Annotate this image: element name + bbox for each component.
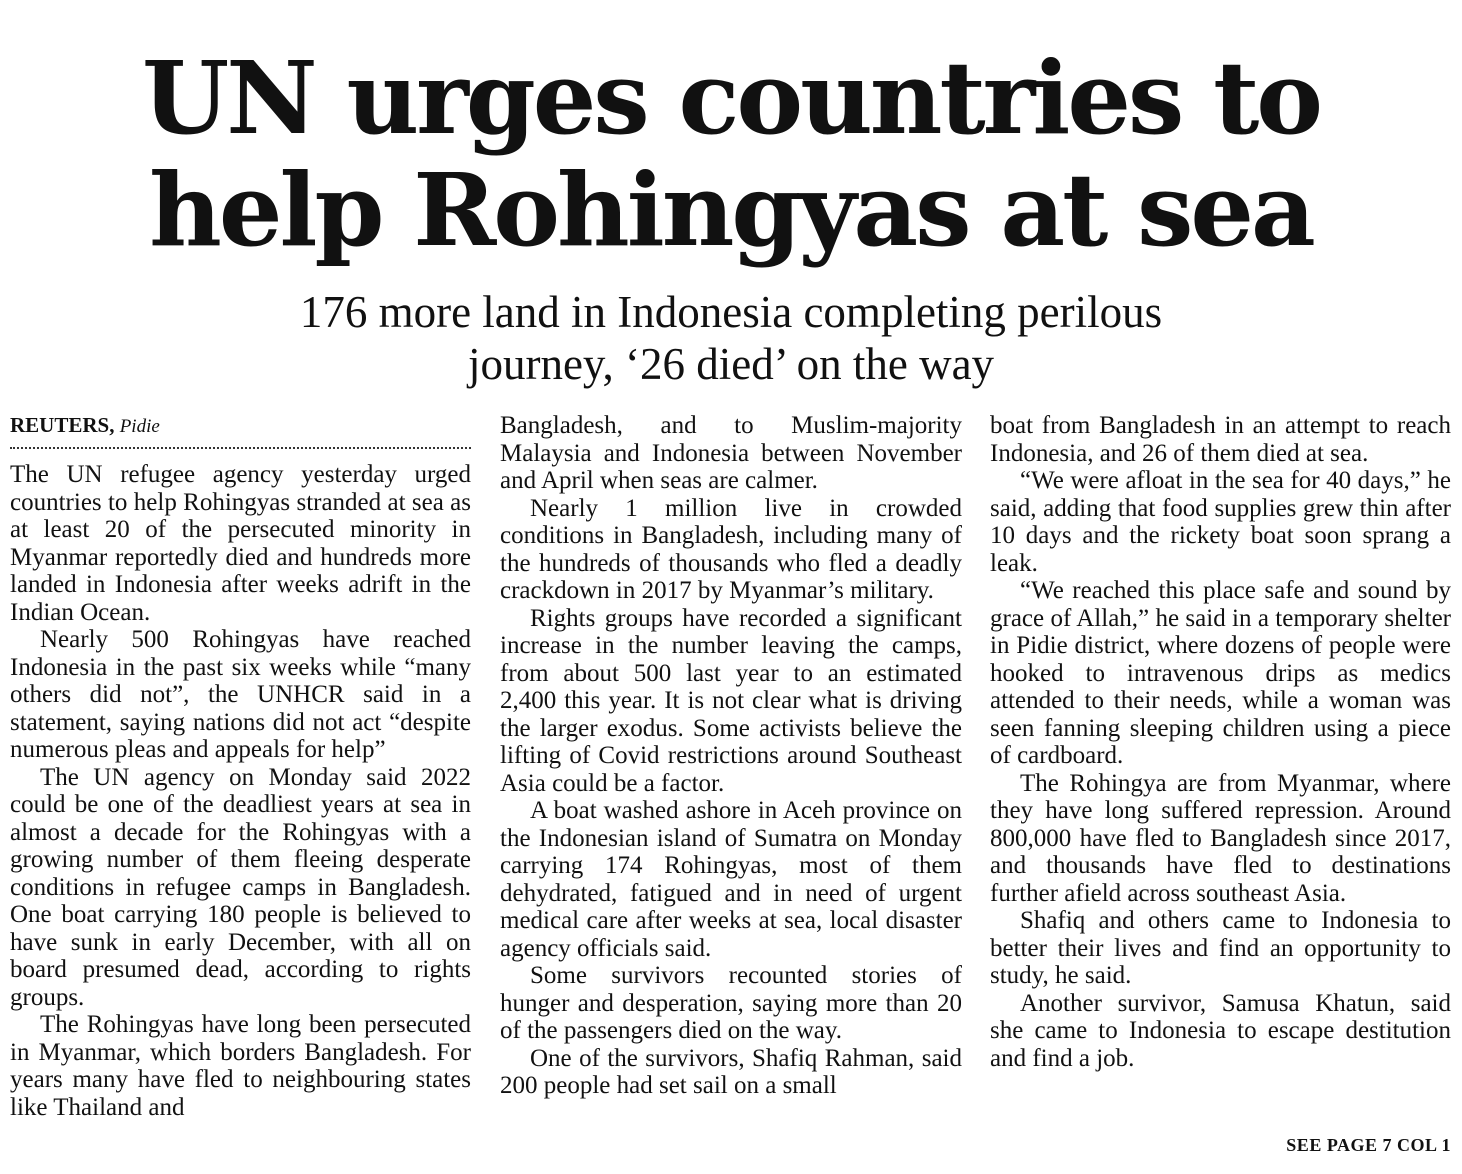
paragraph: One of the survivors, Shafiq Rahman, said 200 people had set sail on a small — [500, 1044, 962, 1099]
paragraph: boat from Bangladesh in an attempt to reach Indonesia, and 26 of them died at sea. — [990, 412, 1451, 467]
paragraph: Rights groups have recorded a significant increase in the number leaving the camps, from about 500 last year to an estimated 2,400 this year. It is not clear what is driving the larger exodus. Some activists believe the lifting of Covid restrictions around Southeast Asia could be a factor. — [500, 604, 962, 797]
paragraph: The Rohingya are from Myanmar, where they have long suffered repression. Around 800,000 have fled to Bangladesh since 2017, and thousands have fled to destinations further afield across southeast Asia. — [990, 769, 1451, 907]
paragraph: A boat washed ashore in Aceh province on the Indonesian island of Sumatra on Monday carrying 174 Rohingyas, most of them dehydrated, fatigued and in need of urgent medical care after weeks at sea, local disaster agency officials said. — [500, 797, 962, 962]
continued-on-page-link[interactable]: SEE PAGE 7 COL 1 — [1286, 1135, 1451, 1155]
paragraph: Nearly 1 million live in crowded conditions in Bangladesh, including many of the hundreds of thousands who fled a deadly crackdown in 2017 by Myanmar’s military. — [500, 494, 962, 604]
paragraph: Some survivors recounted stories of hunger and desperation, saying more than 20 of the passengers died on the way. — [500, 962, 962, 1044]
paragraph: “We were afloat in the sea for 40 days,” he said, adding that food supplies grew thin after 10 days and the rickety boat soon sprang a leak. — [990, 467, 1451, 577]
byline-divider — [10, 447, 471, 449]
article-column-1 — [10, 412, 471, 1121]
byline-place: Pidie — [119, 416, 160, 437]
paragraph: Another survivor, Samusa Khatun, said she came to Indonesia to escape destitution and find a job. — [990, 989, 1451, 1072]
article-column-2 — [500, 412, 962, 1100]
headline-line-1: UN urges countries to — [142, 39, 1320, 157]
headline-line-2: help Rohingyas at sea — [149, 151, 1313, 269]
article-column-3 — [990, 412, 1451, 1072]
byline-agency: REUTERS, — [10, 413, 115, 437]
paragraph: Nearly 500 Rohingyas have reached Indonesia in the past six weeks while “many others did not”, the UNHCR said in a statement, saying nations did not act “despite numerous pleas and appeals for help” — [10, 626, 471, 763]
subheadline — [0, 286, 1462, 390]
paragraph: Shafiq and others came to Indonesia to better their lives and find an opportunity to study, he said. — [990, 907, 1451, 989]
headline — [0, 39, 1462, 269]
paragraph: Bangladesh, and to Muslim-majority Malaysia and Indonesia between November and April when seas are calmer. — [500, 412, 962, 494]
paragraph: “We reached this place safe and sound by grace of Allah,” he said in a temporary shelter in Pidie district, where dozens of people were hooked to intravenous drips as medics attended to their needs, while a woman was seen fanning sleeping children using a piece of cardboard. — [990, 577, 1451, 769]
byline — [10, 412, 471, 439]
subheadline-line-2: journey, ‘26 died’ on the way — [467, 339, 995, 389]
paragraph: The UN agency on Monday said 2022 could be one of the deadliest years at sea in almost a decade for the Rohingyas with a growing number of them fleeing desperate conditions in refugee camps in Bangladesh. One boat carrying 180 people is believed to have sunk in early December, with all on board presumed dead, according to rights groups. — [10, 763, 471, 1011]
paragraph: The Rohingyas have long been persecuted in Myanmar, which borders Bangladesh. For years many have fled to neighbouring states like Thailand and — [10, 1011, 471, 1121]
subheadline-line-1: 176 more land in Indonesia completing perilous — [299, 287, 1163, 337]
paragraph: The UN refugee agency yesterday urged countries to help Rohingyas stranded at sea as at least 20 of the persecuted minority in Myanmar reportedly died and hundreds more landed in Indonesia after weeks adrift in the Indian Ocean. — [10, 461, 471, 626]
